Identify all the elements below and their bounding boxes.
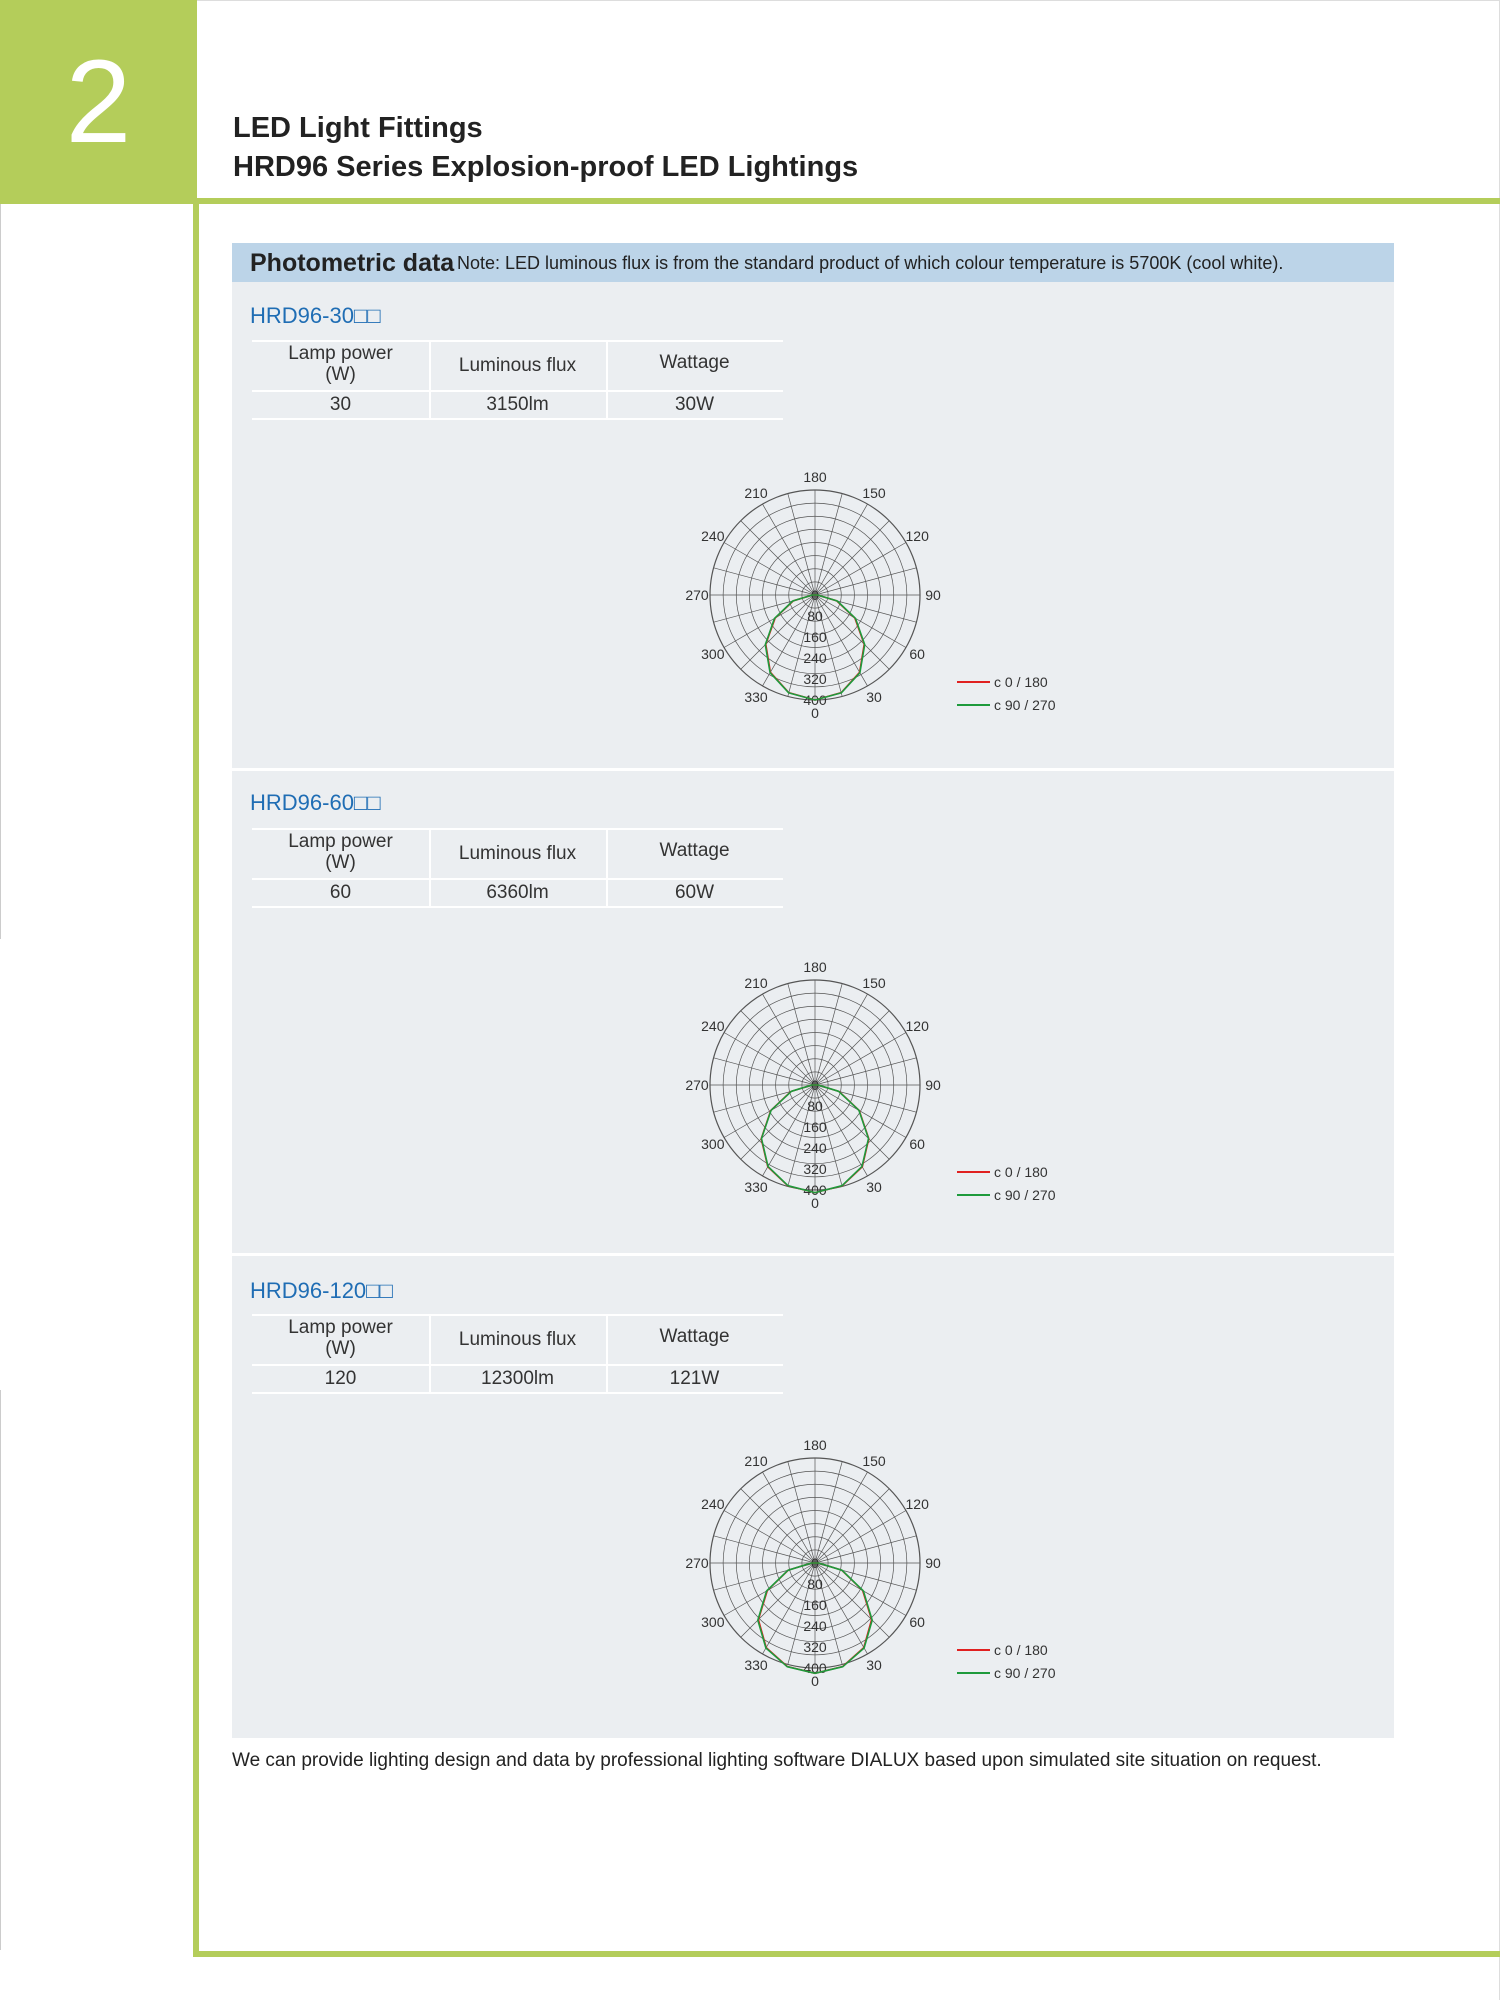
polar-spoke — [741, 1011, 815, 1085]
lamp-power-header: Lamp power (W) — [288, 1317, 393, 1359]
angle-tick-label: 240 — [701, 1496, 725, 1512]
angle-tick-label: 0 — [811, 1673, 819, 1689]
polar-spoke — [815, 595, 906, 648]
angle-tick-label: 180 — [803, 469, 827, 485]
angle-tick-label: 90 — [925, 1077, 941, 1093]
bottom-rule — [193, 1951, 1500, 1957]
polar-spoke — [815, 504, 868, 595]
polar-spoke — [788, 494, 815, 595]
angle-tick-label: 60 — [909, 1614, 925, 1630]
polar-spoke — [815, 984, 842, 1085]
polar-spoke — [788, 984, 815, 1085]
angle-tick-label: 270 — [685, 1077, 709, 1093]
polar-spoke — [724, 595, 815, 648]
chapter-number: 2 — [0, 0, 197, 204]
luminous-flux-header: Luminous flux — [458, 1329, 577, 1350]
radial-tick-label: 160 — [803, 629, 827, 645]
polar-spoke — [815, 1033, 906, 1086]
polar-spoke — [714, 568, 815, 595]
angle-tick-label: 330 — [744, 1657, 768, 1674]
lamp-power-value: 120 — [324, 1368, 357, 1389]
angle-tick-label: 0 — [811, 1195, 819, 1211]
polar-spoke — [724, 1033, 815, 1086]
angle-tick-label: 180 — [803, 1437, 827, 1453]
legend-label: c 90 / 270 — [994, 697, 1056, 713]
luminous-flux-header: Luminous flux — [458, 355, 577, 376]
angle-tick-label: 270 — [685, 1555, 709, 1571]
radial-tick-label: 240 — [803, 1140, 827, 1156]
angle-tick-label: 300 — [701, 646, 725, 662]
lamp-power-value: 30 — [329, 394, 352, 415]
lamp-power-header: Lamp power (W) — [288, 831, 393, 873]
radial-tick-label: 160 — [803, 1597, 827, 1613]
wattage-header: Wattage — [659, 352, 730, 373]
polar-spoke — [714, 1536, 815, 1563]
legend-label: c 90 / 270 — [994, 1665, 1056, 1681]
radial-tick-label: 80 — [807, 1098, 823, 1114]
angle-tick-label: 30 — [866, 1179, 882, 1196]
polar-spoke — [724, 1511, 815, 1564]
polar-spoke — [815, 521, 889, 595]
angle-tick-label: 300 — [701, 1614, 725, 1630]
model-name: HRD96-60□□ — [250, 790, 381, 815]
wattage-header: Wattage — [659, 840, 730, 861]
angle-tick-label: 180 — [803, 959, 827, 975]
legend-label: c 0 / 180 — [994, 674, 1048, 690]
section-title: Photometric data — [250, 249, 455, 277]
frame-left-lower — [0, 1390, 1, 1950]
lamp-power-value: 60 — [329, 882, 352, 903]
polar-chart-svg — [672, 950, 1092, 1220]
polar-spoke — [815, 494, 842, 595]
radial-tick-label: 320 — [803, 671, 827, 687]
radial-tick-label: 400 — [803, 1182, 827, 1198]
angle-tick-label: 270 — [685, 587, 709, 603]
frame-top — [197, 0, 1500, 1]
section-divider — [232, 1253, 1394, 1256]
angle-tick-label: 240 — [701, 1018, 725, 1034]
polar-spoke — [741, 521, 815, 595]
radial-tick-label: 320 — [803, 1161, 827, 1177]
model-name: HRD96-120□□ — [250, 1278, 393, 1303]
angle-tick-label: 330 — [744, 1179, 768, 1196]
angle-tick-label: 120 — [905, 528, 929, 544]
angle-tick-label: 120 — [905, 1018, 929, 1034]
polar-spoke — [815, 568, 916, 595]
polar-spoke — [815, 1011, 889, 1085]
left-rule — [193, 198, 199, 1956]
polar-spoke — [763, 1472, 816, 1563]
luminous-flux-value: 6360lm — [486, 882, 549, 903]
luminous-flux-value: 12300lm — [481, 1368, 554, 1389]
angle-tick-label: 240 — [701, 528, 725, 544]
legend-label: c 90 / 270 — [994, 1187, 1056, 1203]
polar-spoke — [763, 504, 816, 595]
angle-tick-label: 300 — [701, 1136, 725, 1152]
polar-chart-svg — [672, 460, 1092, 730]
spec-table — [252, 828, 783, 908]
polar-chart — [672, 460, 1092, 730]
radial-tick-label: 400 — [803, 1660, 827, 1676]
angle-tick-label: 90 — [925, 1555, 941, 1571]
polar-spoke — [815, 1511, 906, 1564]
angle-tick-label: 330 — [744, 689, 768, 706]
angle-tick-label: 60 — [909, 646, 925, 662]
angle-tick-label: 150 — [862, 1452, 886, 1469]
polar-chart — [672, 1428, 1092, 1698]
angle-tick-label: 30 — [866, 689, 882, 706]
polar-spoke — [815, 1536, 916, 1563]
polar-spoke — [788, 1462, 815, 1563]
wattage-value: 121W — [669, 1368, 720, 1389]
polar-spoke — [815, 1085, 906, 1138]
polar-spoke — [724, 543, 815, 596]
radial-tick-label: 0 — [811, 1077, 819, 1093]
radial-tick-label: 240 — [803, 650, 827, 666]
polar-spoke — [724, 1085, 815, 1138]
radial-tick-label: 240 — [803, 1618, 827, 1634]
wattage-value: 60W — [674, 882, 715, 903]
angle-tick-label: 90 — [925, 587, 941, 603]
polar-spoke — [815, 1489, 889, 1563]
angle-tick-label: 210 — [744, 1452, 768, 1469]
polar-chart-svg — [672, 1428, 1092, 1698]
angle-tick-label: 0 — [811, 705, 819, 721]
angle-tick-label: 60 — [909, 1136, 925, 1152]
radial-tick-label: 320 — [803, 1639, 827, 1655]
polar-spoke — [815, 1462, 842, 1563]
legend-label: c 0 / 180 — [994, 1164, 1048, 1180]
lamp-power-header: Lamp power (W) — [288, 343, 393, 385]
footer-note: We can provide lighting design and data by professional lighting software DIALUX based upon simulated site situation on request. — [232, 1750, 1322, 1771]
polar-spoke — [741, 1489, 815, 1563]
luminous-flux-header: Luminous flux — [458, 843, 577, 864]
radial-tick-label: 160 — [803, 1119, 827, 1135]
polar-spoke — [714, 1058, 815, 1085]
polar-spoke — [815, 1058, 916, 1085]
radial-tick-label: 400 — [803, 692, 827, 708]
luminous-flux-value: 3150lm — [486, 394, 549, 415]
angle-tick-label: 210 — [744, 974, 768, 991]
frame-left-upper — [0, 204, 1, 939]
angle-tick-label: 30 — [866, 1657, 882, 1674]
angle-tick-label: 210 — [744, 484, 768, 501]
model-name: HRD96-30□□ — [250, 303, 381, 328]
polar-spoke — [815, 1472, 868, 1563]
page-title-line2: HRD96 Series Explosion-proof LED Lightings — [233, 151, 859, 183]
spec-table — [252, 1314, 783, 1394]
photometric-header — [232, 243, 1394, 282]
angle-tick-label: 120 — [905, 1496, 929, 1512]
section-note: Note: LED luminous flux is from the standard product of which colour temperature is 5700K (cool white). — [457, 253, 1284, 273]
radial-tick-label: 80 — [807, 1576, 823, 1592]
radial-tick-label: 80 — [807, 608, 823, 624]
header-rule — [193, 198, 1500, 204]
spec-table — [252, 340, 783, 420]
polar-spoke — [815, 543, 906, 596]
polar-spoke — [815, 994, 868, 1085]
wattage-header: Wattage — [659, 1326, 730, 1347]
angle-tick-label: 150 — [862, 974, 886, 991]
page-title-line1: LED Light Fittings — [233, 112, 483, 144]
radial-tick-label: 0 — [811, 587, 819, 603]
polar-chart — [672, 950, 1092, 1220]
angle-tick-label: 150 — [862, 484, 886, 501]
section-divider — [232, 768, 1394, 771]
legend-label: c 0 / 180 — [994, 1642, 1048, 1658]
polar-spoke — [763, 994, 816, 1085]
radial-tick-label: 0 — [811, 1555, 819, 1571]
wattage-value: 30W — [674, 394, 715, 415]
